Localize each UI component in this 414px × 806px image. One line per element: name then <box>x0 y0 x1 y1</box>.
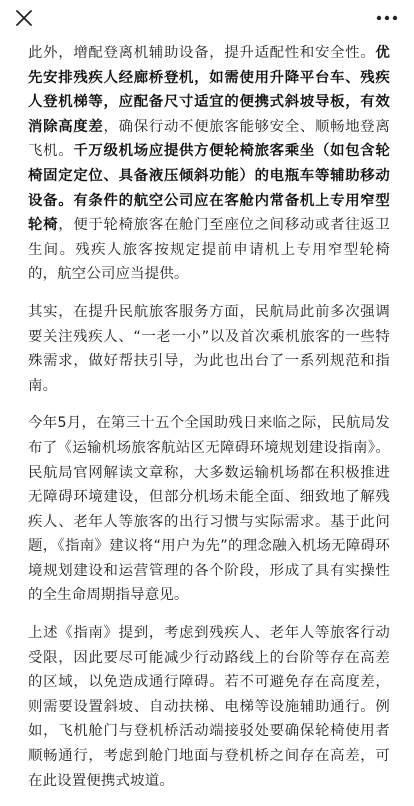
article-body <box>28 41 390 806</box>
more-horizontal-icon <box>376 15 398 21</box>
highlighted-text: 优先安排残疾人经廊桥登机，如需使用升降平台车、残疾人登机梯等，应配备尺寸适宜的便携式斜坡导板，有效消除高度差 <box>28 45 390 135</box>
article-paragraph: 今年5月，在第三十五个全国助残日来临之际，民航局发布了《运输机场旅客航站区无障碍环境规划建设指南》。民航局官网解读文章称，大多数运输机场都在积极推进无障碍环境建设，但部分机场未能全面、细致地了解残疾人、老年人等旅客的出行习惯与实际需求。基于此问题，《指南》建议将“用户为先”的理念融入机场无障碍环境规划建设和运营管理的各个阶段，形成了具有实操性的全生命周期指导意见。 <box>28 415 390 604</box>
paragraph-text: ，便于轮椅旅客在舱门至座位之间移动或者往返卫生间。残疾人旅客按规定提前申请机上专用窄型轮椅的，航空公司应当提供。 <box>28 217 390 283</box>
paragraph-text: ，确保行动不便旅客能够安全、顺畅地登离飞机。 <box>28 118 390 160</box>
highlighted-text: 千万级机场应提供方便轮椅旅客乘坐（如包含轮椅固定定位、具备液压倾斜功能）的电瓶车等辅助移动设备。有条件的航空公司应在客舱内常备机上专用窄型轮椅 <box>28 143 391 234</box>
article-paragraph: 其实，在提升民航旅客服务方面，民航局此前多次强调要关注残疾人、“一老一小”以及首次乘机旅客的一些特殊需求，做好帮扶引导，为此也出台了一系列规范和指南。 <box>28 303 390 394</box>
article-paragraph <box>28 41 390 287</box>
paragraph-text: 此外，增配登离机辅助设备，提升适配性和安全性。 <box>28 45 376 61</box>
close-icon <box>15 9 33 27</box>
more-options-button[interactable] <box>374 8 400 28</box>
top-bar <box>0 0 414 36</box>
article-paragraph: 上述《指南》提到，考虑到残疾人、老年人等旅客行动受限，因此要尽可能减少行动路线上的台阶等存在高差的区域，以免造成通行障碍。若不可避免存在高度差，则需要设置斜坡、自动扶梯、电梯等设施辅助通行。例如，飞机舱门与登机桥活动端接驳处要确保轮椅使用者顺畅通行，考虑到舱门地面与登机桥之间存在高差，可在此设置便携式坡道。 <box>28 625 390 789</box>
close-button[interactable] <box>12 6 36 30</box>
